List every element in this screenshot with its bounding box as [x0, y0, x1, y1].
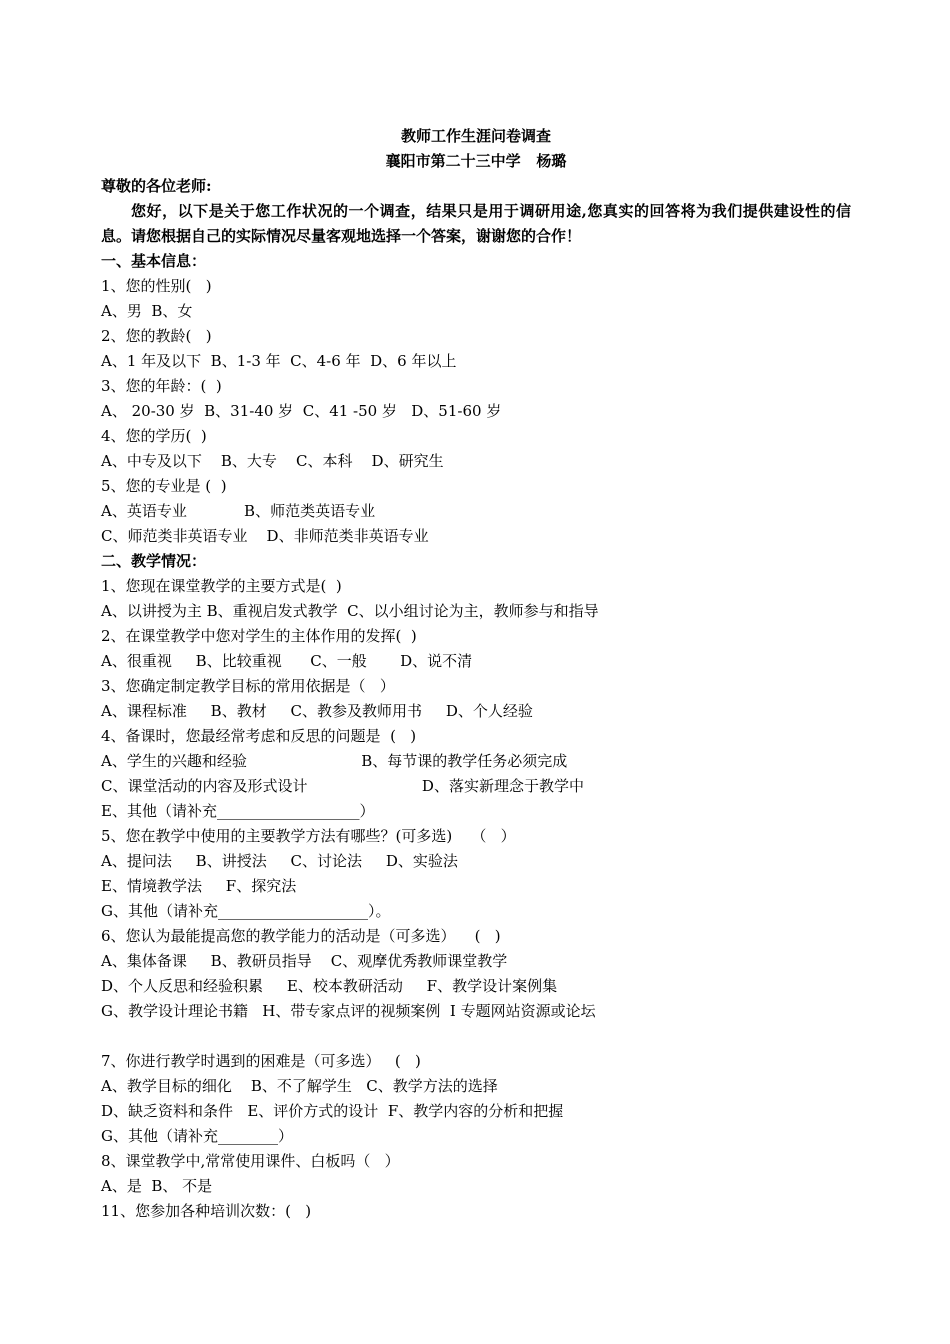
blank-line [101, 1024, 851, 1049]
question-line: 8、课堂教学中,常常使用课件、白板吗（ ） [101, 1152, 400, 1170]
greeting: 尊敬的各位老师: [101, 177, 212, 195]
option-line: A、提问法 B、讲授法 C、讨论法 D、实验法 [101, 852, 458, 870]
question-line: 4、备课时，您最经常考虑和反思的问题是 ( ) [101, 727, 417, 745]
document-content [101, 124, 851, 1224]
question-line: 3、您确定制定教学目标的常用依据是（ ） [101, 677, 395, 695]
option-line: D、缺乏资料和条件 E、评价方式的设计 F、教学内容的分析和把握 [101, 1102, 564, 1120]
option-line: A、学生的兴趣和经验 B、每节课的教学任务必须完成 [101, 752, 568, 770]
question-line: 11、您参加各种培训次数：( ) [101, 1202, 312, 1220]
option-line: A、以讲授为主 B、重视启发式教学 C、以小组讨论为主，教师参与和指导 [101, 602, 599, 620]
option-line: A、 20-30 岁 B、31-40 岁 C、41 -50 岁 D、51-60 岁 [101, 402, 502, 420]
option-line: A、是 B、 不是 [101, 1177, 213, 1195]
author-line: 襄阳市第二十三中学 杨璐 [385, 152, 567, 170]
document-title: 教师工作生涯问卷调查 [400, 127, 551, 145]
question-line: 1、您现在课堂教学的主要方式是( ) [101, 577, 342, 595]
option-line: A、中专及以下 B、大专 C、本科 D、研究生 [101, 452, 444, 470]
question-line: 4、您的学历( ) [101, 427, 207, 445]
question-line: 3、您的年龄：( ) [101, 377, 222, 395]
question-line: 2、您的教龄( ) [101, 327, 212, 345]
option-line: A、集体备课 B、教研员指导 C、观摩优秀教师课堂教学 [101, 952, 508, 970]
option-line: A、教学目标的细化 B、不了解学生 C、教学方法的选择 [101, 1077, 498, 1095]
question-line: 2、在课堂教学中您对学生的主体作用的发挥( ) [101, 627, 417, 645]
option-line: G、其他（请补充____________________）。 [101, 902, 391, 920]
option-line: C、师范类非英语专业 D、非师范类非英语专业 [101, 527, 429, 545]
intro-paragraph: 您好，以下是关于您工作状况的一个调查，结果只是用于调研用途,您真实的回答将为我们提供建设性的信息。请您根据自己的实际情况尽量客观地选择一个答案，谢谢您的合作！ [101, 202, 851, 245]
option-line: A、男 B、女 [101, 302, 193, 320]
option-line: D、个人反思和经验积累 E、校本教研活动 F、教学设计案例集 [101, 977, 558, 995]
option-line: G、教学设计理论书籍 H、带专家点评的视频案例 I 专题网站资源或论坛 [101, 1002, 596, 1020]
option-line: G、其他（请补充________） [101, 1127, 293, 1145]
option-line: A、英语专业 B、师范类英语专业 [101, 502, 376, 520]
option-line: A、很重视 B、比较重视 C、一般 D、说不清 [101, 652, 473, 670]
question-line: 6、您认为最能提高您的教学能力的活动是（可多选） ( ) [101, 927, 501, 945]
question-line: 7、你进行教学时遇到的困难是（可多选） ( ) [101, 1052, 421, 1070]
question-line: 1、您的性别( ) [101, 277, 212, 295]
question-line: 5、您在教学中使用的主要教学方法有哪些？(可多选) （ ） [101, 827, 516, 845]
section-heading-basic-info: 一、基本信息： [101, 252, 207, 270]
option-line: A、1 年及以下 B、1-3 年 C、4-6 年 D、6 年以上 [101, 352, 457, 370]
option-line: E、其他（请补充___________________） [101, 802, 375, 820]
option-line: A、课程标准 B、教材 C、教参及教师用书 D、个人经验 [101, 702, 533, 720]
question-line: 5、您的专业是 ( ) [101, 477, 227, 495]
section-heading-teaching: 二、教学情况： [101, 552, 207, 570]
option-line: C、课堂活动的内容及形式设计 D、落实新理念于教学中 [101, 777, 584, 795]
option-line: E、情境教学法 F、探究法 [101, 877, 297, 895]
